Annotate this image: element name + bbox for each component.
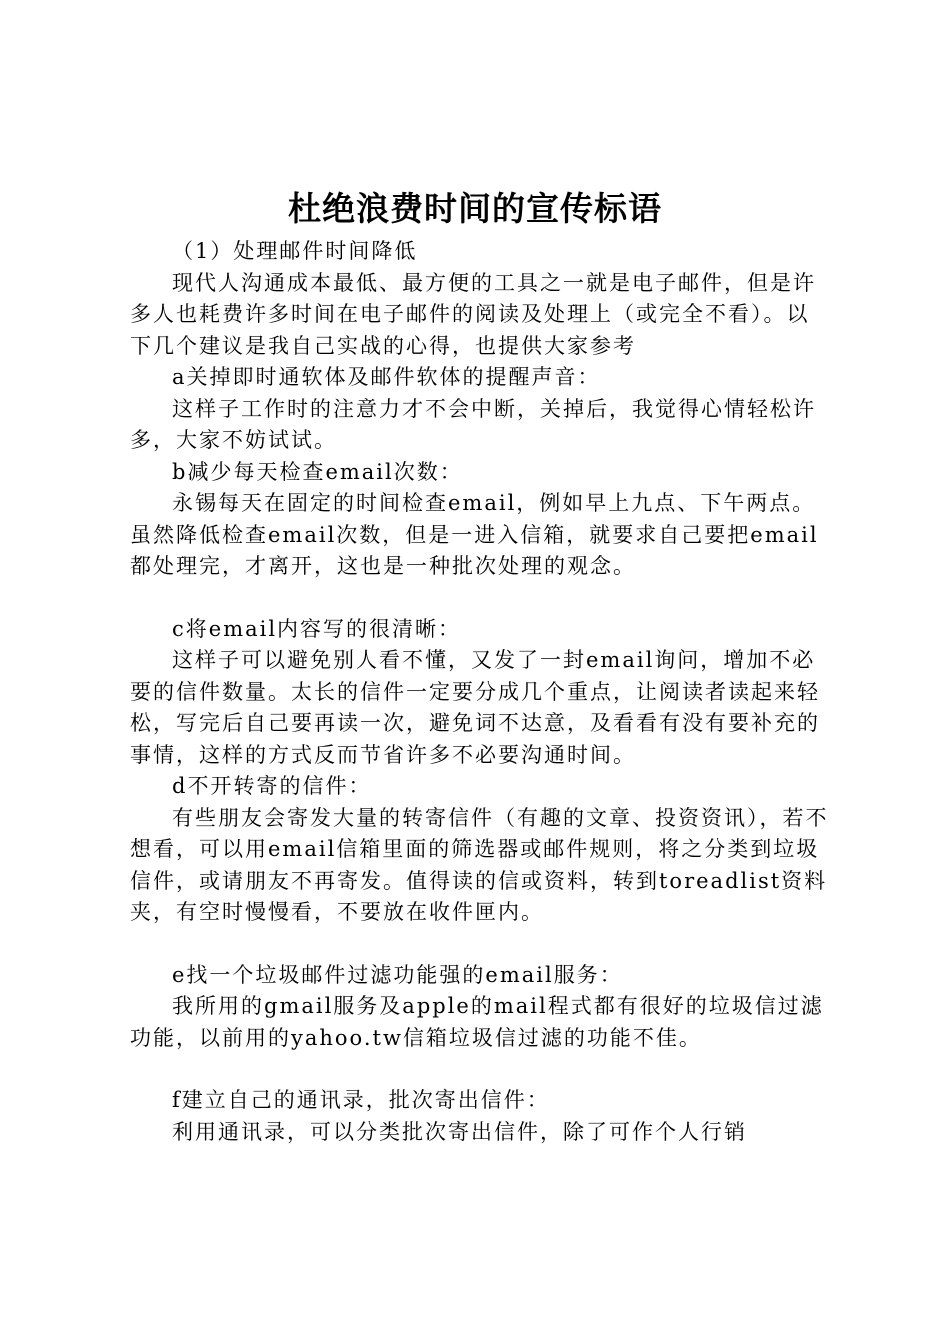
paragraph: 有些朋友会寄发大量的转寄信件（有趣的文章、投资资讯），若不想看，可以用email信箱里面的筛选器或邮件规则，将之分类到垃圾信件，或请朋友不再寄发。值得读的信或资料，转到toreadlist资料夹，有空时慢慢看，不要放在收件匣内。 (130, 805, 829, 924)
section-heading: （1）处理邮件时间降低 (172, 239, 418, 263)
section-heading: d不开转寄的信件： (172, 774, 372, 798)
section-heading: e找一个垃圾邮件过滤功能强的email服务： (172, 962, 623, 987)
section-heading: a关掉即时通软体及邮件软体的提醒声音： (172, 365, 601, 389)
paragraph: 现代人沟通成本最低、最方便的工具之一就是电子邮件，但是许多人也耗费许多时间在电子邮件的阅读及处理上（或完全不看）。以下几个建议是我自己实战的心得，也提供大家参考 (130, 270, 816, 358)
page-title: 杜绝浪费时间的宣传标语 (288, 189, 662, 228)
document-body (130, 236, 830, 1148)
section-heading: c将email内容写的很清晰： (172, 616, 462, 641)
paragraph: 这样子可以避免别人看不懂，又发了一封email询问，增加不必要的信件数量。太长的信件一定要分成几个重点，让阅读者读起来轻松，写完后自己要再读一次，避免词不达意，及看看有没有要补充的事情，这样的方式反而节省许多不必要沟通时间。 (130, 648, 820, 767)
section-heading: f建立自己的通讯录，批次寄出信件： (172, 1088, 550, 1112)
section-heading: b减少每天检查email次数： (172, 459, 463, 484)
paragraph: 永锡每天在固定的时间检查email，例如早上九点、下午两点。虽然降低检查email次数，但是一进入信箱，就要求自己要把email都处理完，才离开，这也是一种批次处理的观念。 (130, 491, 819, 578)
paragraph: 这样子工作时的注意力才不会中断，关掉后，我觉得心情轻松许多，大家不妨试试。 (130, 396, 816, 452)
paragraph: 利用通讯录，可以分类批次寄出信件，除了可作个人行销 (172, 1119, 747, 1144)
paragraph: 我所用的gmail服务及apple的mail程式都有很好的垃圾信过滤功能，以前用的yahoo.tw信箱垃圾信过滤的功能不佳。 (130, 994, 824, 1050)
